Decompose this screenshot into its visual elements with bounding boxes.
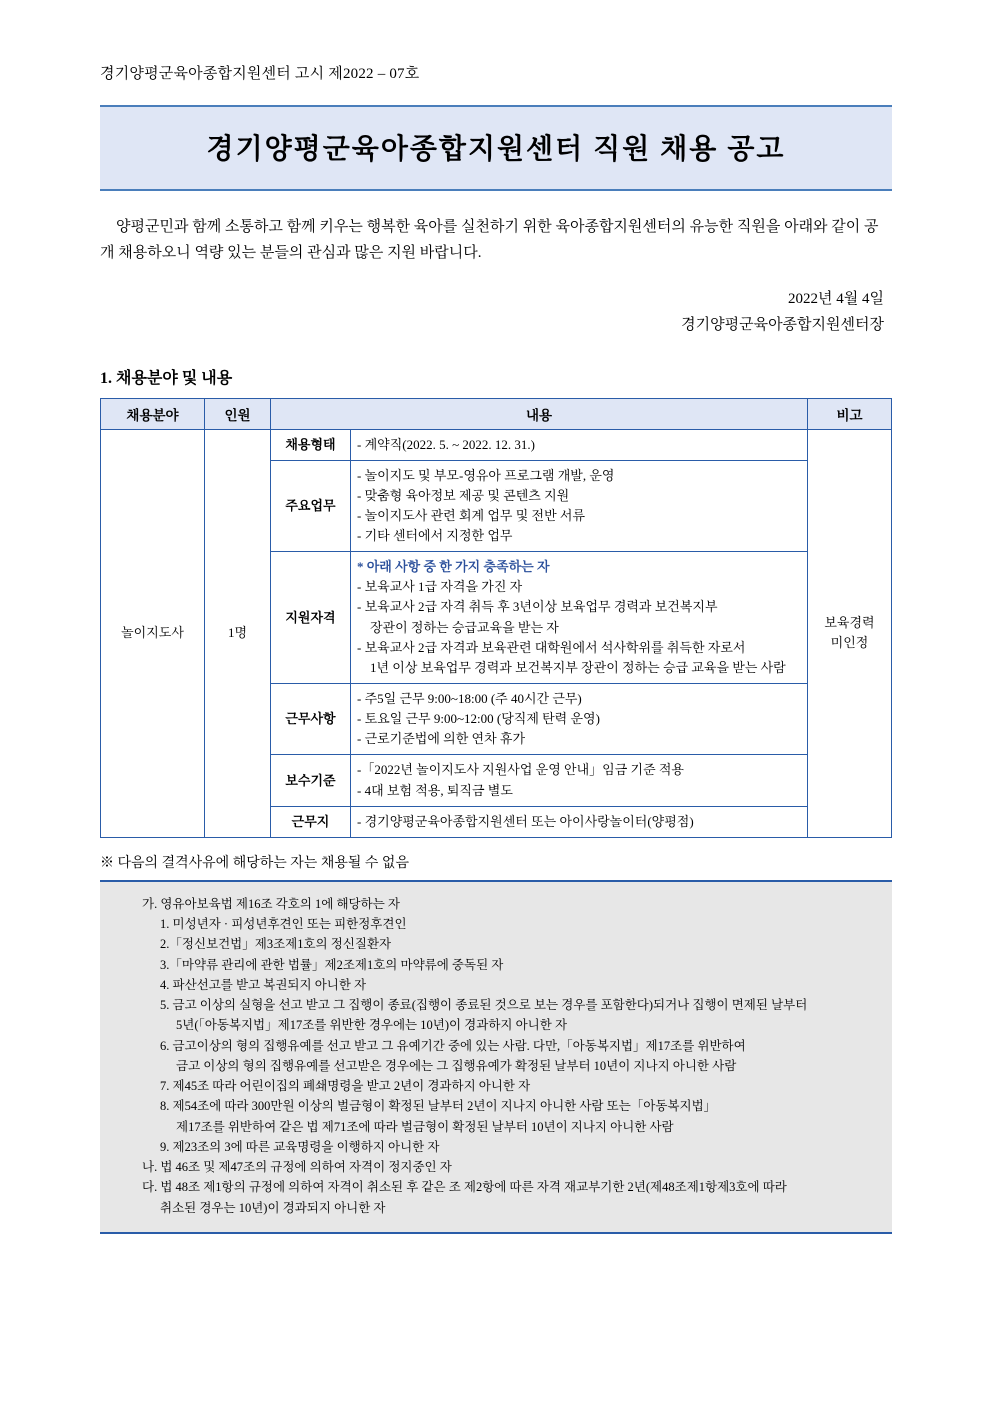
content-line: - 기타 센터에서 지정한 업무 <box>357 528 513 544</box>
page-title: 경기양평군육아종합지원센터 직원 채용 공고 <box>206 134 786 165</box>
content-line: - 주5일 근무 9:00~18:00 (주 40시간 근무) <box>357 691 582 707</box>
cell-field: 놀이지도사 <box>101 429 205 837</box>
disq-item: 제17조를 위반하여 같은 법 제71조에 따라 벌금형이 확정된 날부터 10년이 지나지 아니한 사람 <box>176 1119 674 1134</box>
row-content-employment-type <box>351 429 808 460</box>
table-header-row <box>101 398 892 429</box>
disq-item: 금고 이상의 형의 집행유예를 선고받은 경우에는 그 집행유예가 확정된 날부터 10년이 지나지 아니한 사람 <box>176 1058 737 1073</box>
row-content-workplace <box>351 806 808 837</box>
content-line: - 맞춤형 육아정보 제공 및 콘텐츠 지원 <box>357 487 570 503</box>
recruitment-table <box>100 398 892 838</box>
section-heading-1: 1. 채용분야 및 내용 <box>100 369 233 387</box>
qualification-star-line: * 아래 사항 중 한 가지 충족하는 자 <box>357 559 550 575</box>
th-field: 채용분야 <box>101 398 205 429</box>
row-content-pay-standard <box>351 755 808 806</box>
row-label-workplace: 근무지 <box>271 806 351 837</box>
intro-paragraph: 양평군민과 함께 소통하고 함께 키우는 행복한 육아를 실천하기 위한 육아종합지원센터의 유능한 직원을 아래와 같이 공개 채용하오니 역량 있는 분들의 관심과 많은 지원 바랍니다. <box>100 219 879 261</box>
row-content-qualification <box>351 552 808 684</box>
disqualification-note: ※ 다음의 결격사유에 해당하는 자는 채용될 수 없음 <box>100 855 409 871</box>
remark-line-1: 보육경력 <box>824 615 875 631</box>
content-line: - 계약직(2022. 5. ~ 2022. 12. 31.) <box>357 436 535 452</box>
content-line: -「2022년 놀이지도사 지원사업 운영 안내」임금 기준 적용 <box>357 762 684 778</box>
content-line: - 보육교사 1급 자격을 가진 자 <box>357 579 523 595</box>
issuer-name: 경기양평군육아종합지원센터장 <box>681 317 884 334</box>
announcement-date: 2022년 4월 4일 <box>788 291 884 307</box>
disq-item: 1. 미성년자 · 피성년후견인 또는 피한정후견인 <box>160 917 407 932</box>
content-line: - 놀이지도사 관련 회계 업무 및 전반 서류 <box>357 507 586 523</box>
notice-number: 경기양평군육아종합지원센터 고시 제2022 – 07호 <box>100 66 420 82</box>
content-line: 1년 이상 보육업무 경력과 보건복지부 장관이 정하는 승급 교육을 받는 사람 <box>370 659 786 675</box>
th-count: 인원 <box>205 398 271 429</box>
cell-count: 1명 <box>205 429 271 837</box>
remark-line-2: 미인정 <box>830 635 869 651</box>
content-line: - 놀이지도 및 부모-영유아 프로그램 개발, 운영 <box>357 467 615 483</box>
disq-item: 다. 법 48조 제1항의 규정에 의하여 자격이 취소된 후 같은 조 제2항에 따른 자격 재교부기한 2년(제48조제1항제3호에 따라 <box>142 1180 787 1195</box>
row-label-main-duties: 주요업무 <box>271 460 351 552</box>
disq-item: 9. 제23조의 3에 따른 교육명령을 이행하지 아니한 자 <box>160 1139 440 1154</box>
disq-item: 6. 금고이상의 형의 집행유예를 선고 받고 그 유예기간 중에 있는 사람. 다만,「아동복지법」제17조를 위반하여 <box>160 1038 746 1053</box>
row-label-qualification: 지원자격 <box>271 552 351 684</box>
content-line: - 4대 보험 적용, 퇴직금 별도 <box>357 782 513 798</box>
row-content-work-conditions <box>351 684 808 755</box>
content-line: 장관이 정하는 승급교육을 받는 자 <box>370 619 559 635</box>
disq-item: 3.「마약류 관리에 관한 법률」제2조제1호의 마약류에 중독된 자 <box>160 957 504 972</box>
disq-item: 7. 제45조 따라 어린이집의 폐쇄명령을 받고 2년이 경과하지 아니한 자 <box>160 1079 531 1094</box>
disqualification-box <box>100 880 892 1234</box>
row-label-pay-standard: 보수기준 <box>271 755 351 806</box>
disq-item: 5. 금고 이상의 실형을 선고 받고 그 집행이 종료(집행이 종료된 것으로 보는 경우를 포함한다)되거나 집행이 면제된 날부터 <box>160 998 808 1013</box>
content-line: - 토요일 근무 9:00~12:00 (당직제 탄력 운영) <box>357 711 600 727</box>
content-line: - 경기양평군육아종합지원센터 또는 아이사랑놀이터(양평점) <box>357 813 694 829</box>
disq-item: 가. 영유아보육법 제16조 각호의 1에 해당하는 자 <box>142 896 400 911</box>
cell-remark <box>808 429 892 837</box>
th-remark: 비고 <box>808 398 892 429</box>
th-content: 내용 <box>271 398 808 429</box>
table-row <box>101 429 892 460</box>
row-label-work-conditions: 근무사항 <box>271 684 351 755</box>
content-line: - 근로기준법에 의한 연차 휴가 <box>357 731 526 747</box>
content-line: - 보육교사 2급 자격 취득 후 3년이상 보육업무 경력과 보건복지부 <box>357 599 718 615</box>
disq-item: 8. 제54조에 따라 300만원 이상의 벌금형이 확정된 날부터 2년이 지나지 아니한 사람 또는「아동복지법」 <box>160 1099 717 1114</box>
row-content-main-duties <box>351 460 808 552</box>
row-label-employment-type: 채용형태 <box>271 429 351 460</box>
content-line: - 보육교사 2급 자격과 보육관련 대학원에서 석사학위를 취득한 자로서 <box>357 639 746 655</box>
disq-item: 취소된 경우는 10년)이 경과되지 아니한 자 <box>160 1200 386 1215</box>
disq-item: 4. 파산선고를 받고 복권되지 아니한 자 <box>160 977 367 992</box>
disq-item: 나. 법 46조 및 제47조의 규정에 의하여 자격이 정지중인 자 <box>142 1160 452 1175</box>
disq-item: 5년(「아동복지법」제17조를 위반한 경우에는 10년)이 경과하지 아니한 자 <box>176 1018 568 1033</box>
disq-item: 2.「정신보건법」제3조제1호의 정신질환자 <box>160 937 392 952</box>
title-banner <box>100 105 892 191</box>
